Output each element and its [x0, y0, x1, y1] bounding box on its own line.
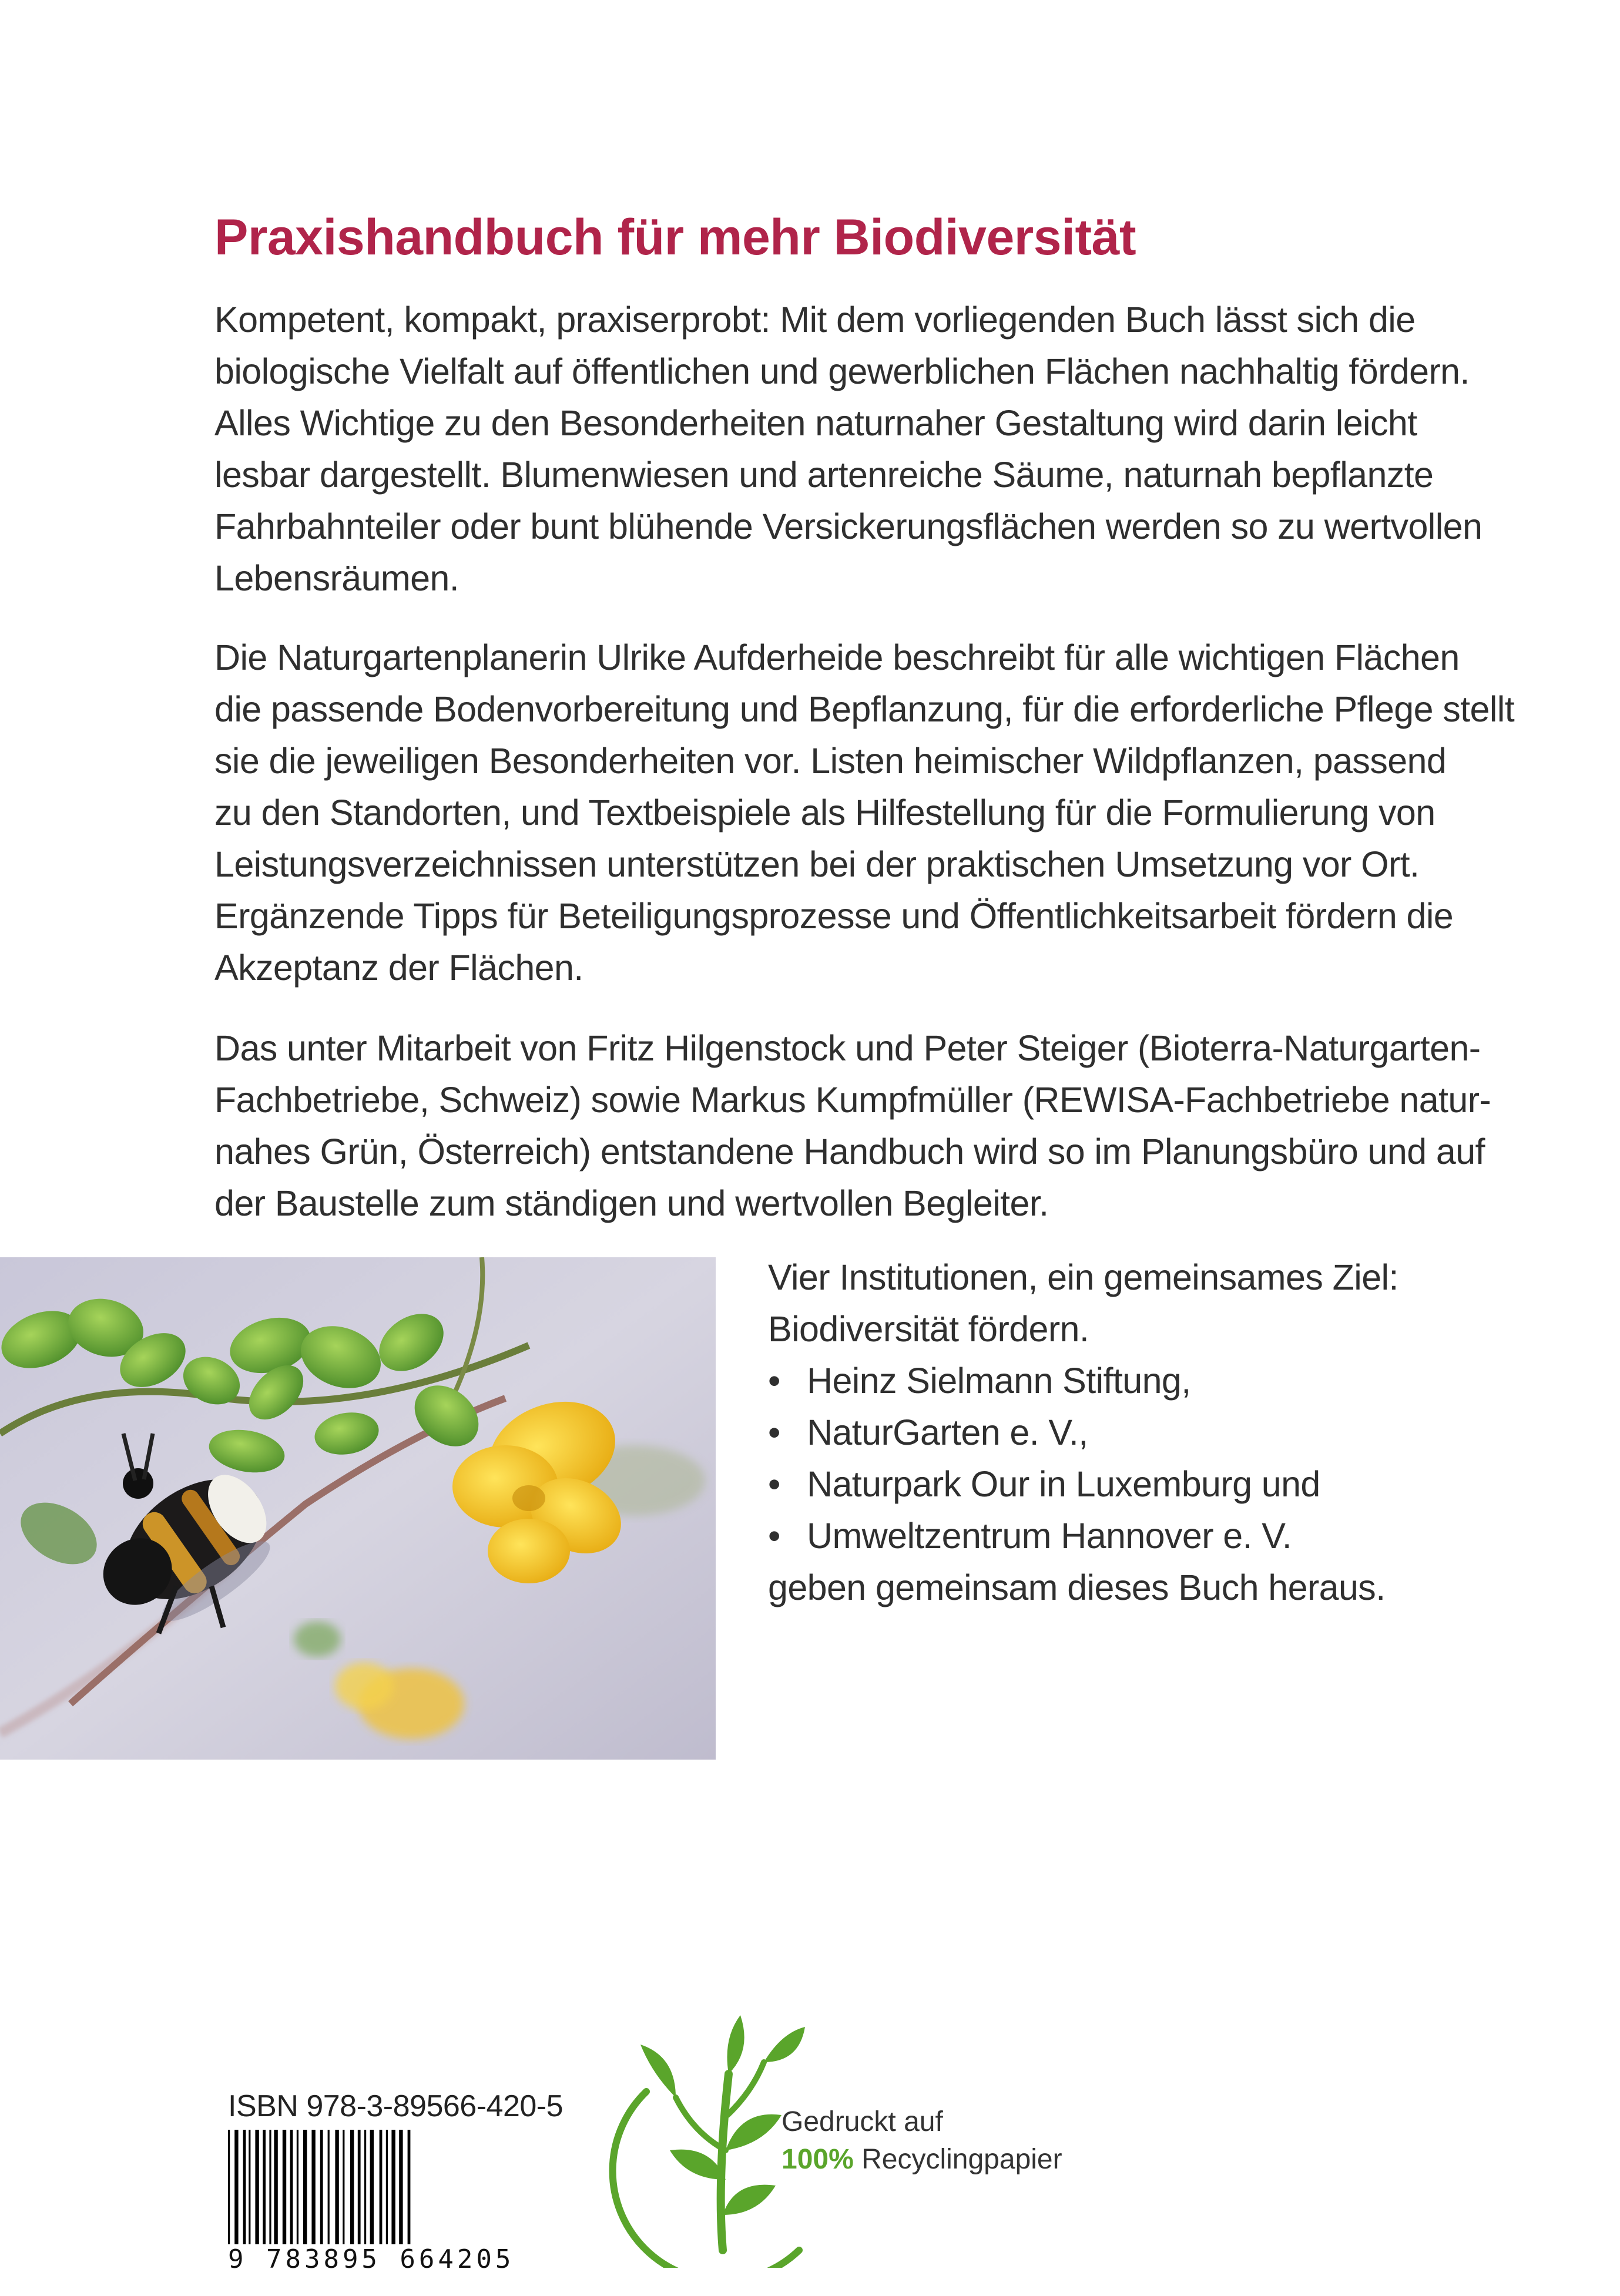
paragraph-line: Fachbetriebe, Schweiz) sowie Markus Kumpfmüller (REWISA-Fachbetriebe natur-: [214, 1080, 1491, 1120]
paragraph-line: lesbar dargestellt. Blumenwiesen und artenreiche Säume, naturnah bepflanzte: [214, 455, 1434, 495]
paragraph-intro: [214, 294, 1495, 604]
paragraph-line: sie die jeweiligen Besonderheiten vor. Listen heimischer Wildpflanzen, passend: [214, 741, 1447, 781]
paragraph-line: Fahrbahnteiler oder bunt blühende Versickerungsflächen werden so zu wertvollen: [214, 506, 1483, 546]
institutions-block: [768, 1251, 1532, 1613]
recycling-paper-label: [782, 2103, 1062, 2178]
bumblebee-flower-photo: [0, 1257, 716, 1760]
eco-line2: [782, 2141, 1062, 2178]
eco-line1: Gedruckt auf: [782, 2106, 943, 2137]
institutions-outro: geben gemeinsam dieses Buch heraus.: [768, 1567, 1386, 1607]
list-item: [768, 1407, 1532, 1458]
paragraph-line: Akzeptanz der Flächen.: [214, 948, 583, 988]
barcode-digits: 9 783895 664205: [228, 2244, 534, 2274]
paragraph-line: Leistungsverzeichnissen unterstützen bei der praktischen Umsetzung vor Ort.: [214, 844, 1420, 884]
paragraph-line: zu den Standorten, und Textbeispiele als Hilfestellung für die Formulierung von: [214, 793, 1435, 833]
paragraph-line: der Baustelle zum ständigen und wertvollen Begleiter.: [214, 1183, 1049, 1223]
bullet: •: [768, 1464, 780, 1504]
paragraph-line: biologische Vielfalt auf öffentlichen und gewerblichen Flächen nachhaltig fördern.: [214, 351, 1470, 391]
paragraph-contributors: [214, 1022, 1495, 1229]
bullet: •: [768, 1516, 780, 1556]
paragraph-line: Alles Wichtige zu den Besonderheiten naturnaher Gestaltung wird darin leicht: [214, 403, 1417, 443]
bullet: •: [768, 1412, 780, 1452]
institutions-intro: Biodiversität fördern.: [768, 1309, 1089, 1349]
page-title: Praxishandbuch für mehr Biodiversität: [214, 209, 1136, 266]
institution-name: Umweltzentrum Hannover e. V.: [807, 1516, 1292, 1556]
paragraph-author: [214, 632, 1515, 993]
institutions-list: [768, 1355, 1532, 1562]
institution-name: Heinz Sielmann Stiftung,: [807, 1361, 1191, 1401]
isbn-label: ISBN 978-3-89566-420-5: [228, 2089, 564, 2123]
list-item: [768, 1458, 1532, 1510]
list-item: [768, 1355, 1532, 1407]
paragraph-line: Die Naturgartenplanerin Ulrike Aufderheide beschreibt für alle wichtigen Flächen: [214, 637, 1460, 677]
paragraph-line: Das unter Mitarbeit von Fritz Hilgenstock und Peter Steiger (Bioterra-Naturgarten-: [214, 1028, 1481, 1068]
institution-name: Naturpark Our in Luxemburg und: [807, 1464, 1320, 1504]
paragraph-line: nahes Grün, Österreich) entstandene Handbuch wird so im Planungsbüro und auf: [214, 1132, 1485, 1172]
list-item: [768, 1510, 1532, 1562]
paragraph-line: Kompetent, kompakt, praxiserprobt: Mit dem vorliegenden Buch lässt sich die: [214, 300, 1416, 340]
bullet: •: [768, 1361, 780, 1401]
paragraph-line: Ergänzende Tipps für Beteiligungsprozesse und Öffentlichkeitsarbeit fördern die: [214, 896, 1454, 936]
eco-rest: Recyclingpapier: [853, 2144, 1062, 2175]
institution-name: NaturGarten e. V.,: [807, 1412, 1088, 1452]
institutions-intro: Vier Institutionen, ein gemeinsames Ziel:: [768, 1257, 1398, 1297]
eco-percent: 100%: [782, 2144, 854, 2175]
paragraph-line: die passende Bodenvorbereitung und Bepflanzung, für die erforderliche Pflege stellt: [214, 689, 1515, 729]
paragraph-line: Lebensräumen.: [214, 558, 459, 598]
